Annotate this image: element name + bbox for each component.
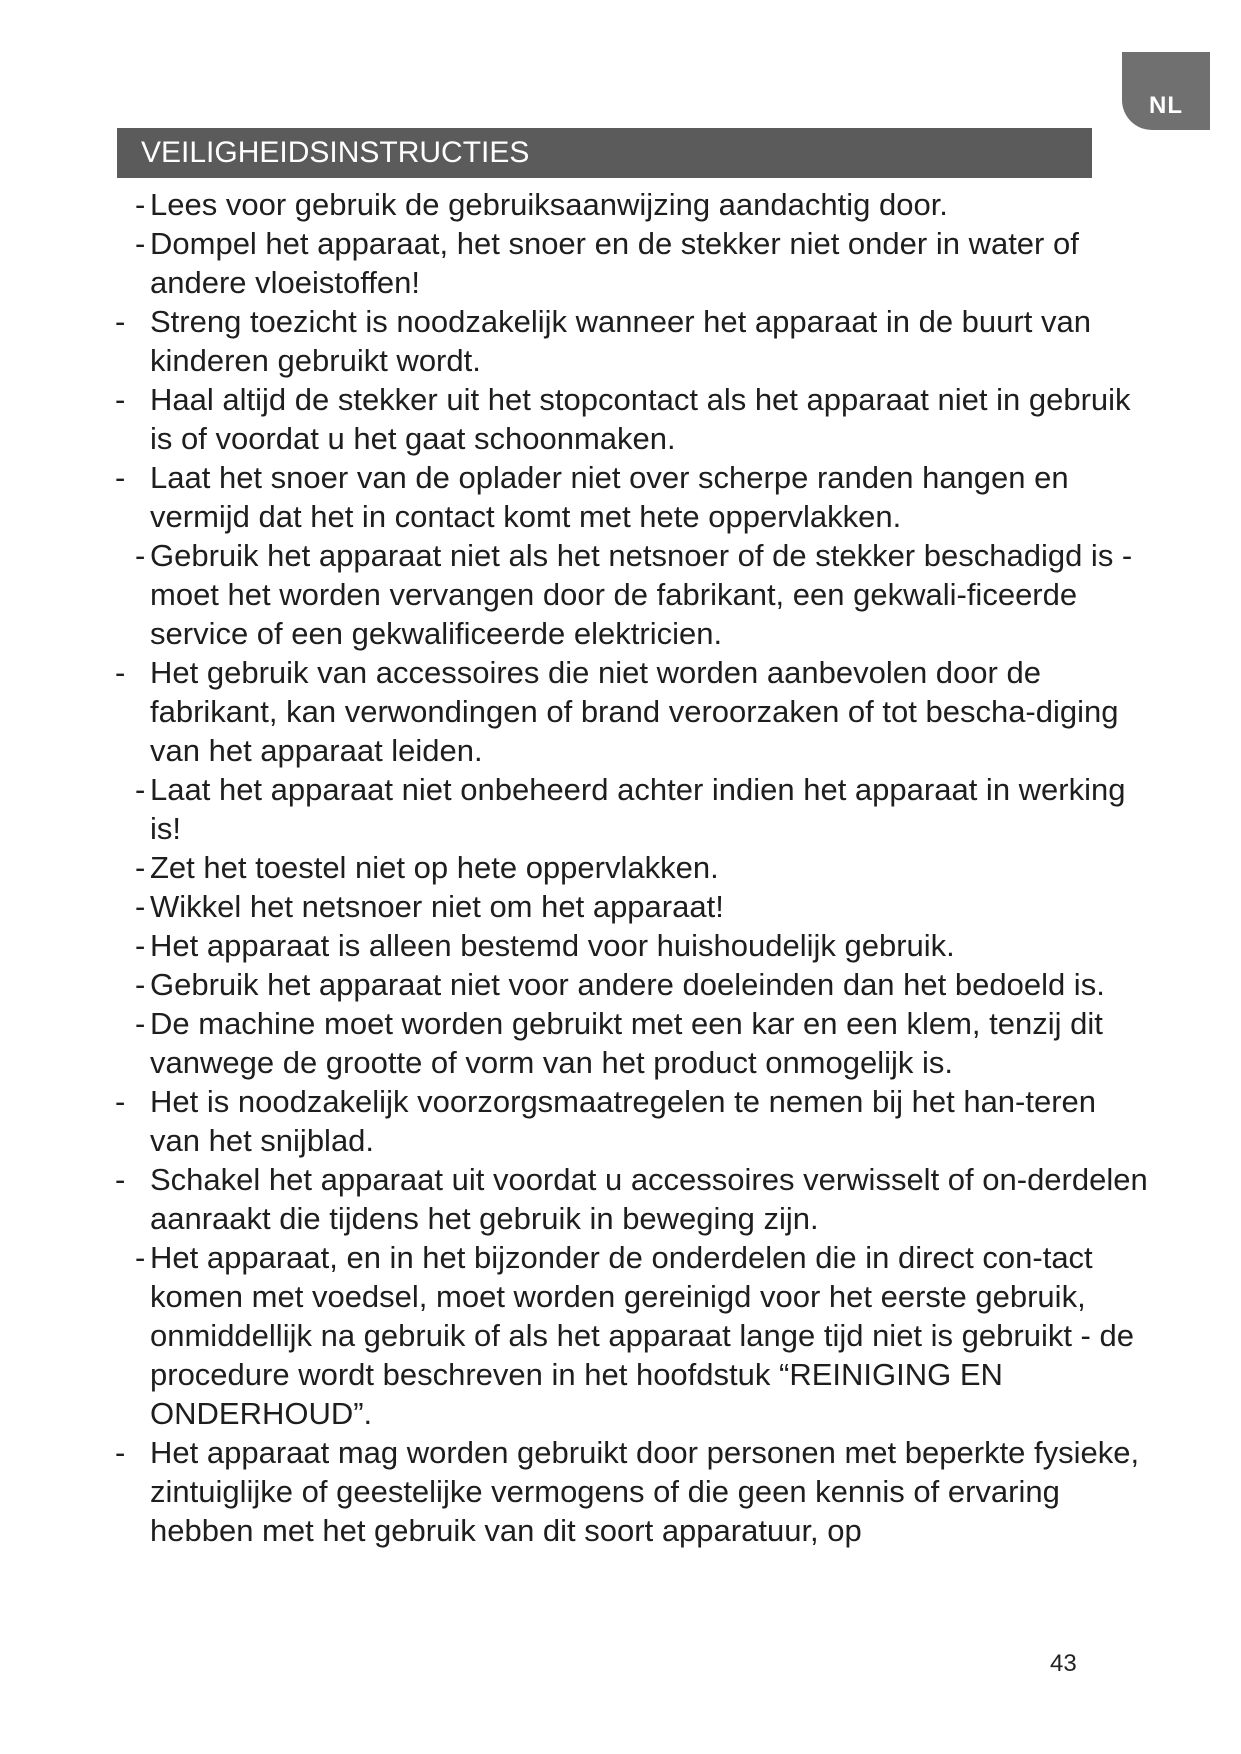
list-item: [0, 887, 1150, 926]
list-item-text: Dompel het apparaat, het snoer en de stekker niet onder in water of andere vloeistoffen!: [150, 226, 1079, 300]
list-dash: -: [115, 655, 126, 690]
list-item: [0, 1238, 1150, 1433]
section-title: [117, 128, 1092, 178]
list-item-text: Het is noodzakelijk voorzorgsmaatregelen te nemen bij het han-teren van het snijblad.: [150, 1084, 1097, 1158]
list-item: [0, 380, 1150, 458]
list-item-text: Haal altijd de stekker uit het stopcontact als het apparaat niet in gebruik is of voordat u het gaat schoonmaken.: [150, 382, 1131, 456]
list-item: [0, 1433, 1150, 1550]
list-dash: -: [135, 226, 146, 261]
list-item-text: Schakel het apparaat uit voordat u accessoires verwisselt of on-derdelen aanraakt die tijdens het gebruik in beweging zijn.: [150, 1162, 1148, 1236]
list-item: [0, 224, 1150, 302]
list-item-text: Laat het apparaat niet onbeheerd achter indien het apparaat in werking is!: [150, 772, 1126, 846]
list-item-text: Laat het snoer van de oplader niet over scherpe randen hangen en vermijd dat het in contact komt met hete oppervlakken.: [150, 460, 1069, 534]
safety-instructions-list: [0, 185, 1241, 1550]
list-item: [0, 1160, 1150, 1238]
list-item-text: Gebruik het apparaat niet voor andere doeleinden dan het bedoeld is.: [150, 967, 1105, 1002]
list-item: [0, 536, 1150, 653]
list-dash: -: [135, 850, 146, 885]
list-dash: -: [115, 1162, 126, 1197]
list-dash: -: [115, 1084, 126, 1119]
list-item-text: Het gebruik van accessoires die niet worden aanbevolen door de fabrikant, kan verwondingen of brand veroorzaken of tot bescha-diging van het apparaat leiden.: [150, 655, 1119, 768]
list-item: [0, 1004, 1150, 1082]
list-dash: -: [135, 772, 146, 807]
list-item: [0, 848, 1150, 887]
section-title-text: VEILIGHEIDSINSTRUCTIES: [141, 136, 530, 169]
list-item: [0, 653, 1150, 770]
list-item: [0, 458, 1150, 536]
list-item: [0, 965, 1150, 1004]
list-item-text: Gebruik het apparaat niet als het netsnoer of de stekker beschadigd is - moet het worden vervangen door de fabrikant, een gekwali-ficeerde service of een gekwalificeerde elektricien.: [150, 538, 1133, 651]
list-item: [0, 926, 1150, 965]
list-dash: -: [135, 967, 146, 1002]
list-dash: -: [115, 460, 126, 495]
list-dash: -: [135, 928, 146, 963]
language-tab-label: NL: [1149, 92, 1183, 119]
list-item: [0, 1082, 1150, 1160]
list-item-text: Het apparaat is alleen bestemd voor huishoudelijk gebruik.: [150, 928, 955, 963]
list-item: [0, 185, 1150, 224]
list-item-text: Lees voor gebruik de gebruiksaanwijzing aandachtig door.: [150, 187, 948, 222]
list-dash: -: [135, 889, 146, 924]
list-item-text: Het apparaat mag worden gebruikt door personen met beperkte fysieke, zintuiglijke of geestelijke vermogens of die geen kennis of ervaring hebben met het gebruik van dit soort apparatuur, op: [150, 1435, 1140, 1548]
list-dash: -: [135, 1006, 146, 1041]
language-tab: [1122, 52, 1210, 130]
list-dash: -: [115, 304, 126, 339]
list-dash: -: [135, 187, 146, 222]
list-item-text: Streng toezicht is noodzakelijk wanneer het apparaat in de buurt van kinderen gebruikt wordt.: [150, 304, 1091, 378]
list-item: [0, 770, 1150, 848]
list-item-text: Wikkel het netsnoer niet om het apparaat!: [150, 889, 724, 924]
list-item-text: De machine moet worden gebruikt met een kar en een klem, tenzij dit vanwege de grootte of vorm van het product onmogelijk is.: [150, 1006, 1103, 1080]
list-dash: -: [135, 1240, 146, 1275]
list-dash: -: [115, 382, 126, 417]
list-dash: -: [115, 1435, 126, 1470]
list-item: [0, 302, 1150, 380]
list-dash: -: [135, 538, 146, 573]
page-number: 43: [1050, 1650, 1077, 1677]
list-item-text: Zet het toestel niet op hete oppervlakken.: [150, 850, 719, 885]
list-item-text: Het apparaat, en in het bijzonder de onderdelen die in direct con-tact komen met voedsel, moet worden gereinigd voor het eerste gebruik, onmiddellijk na gebruik of als het apparaat lange tijd niet is gebruikt - de procedure wordt beschreven in het hoofdstuk “REINIGING EN ONDERHOUD”.: [150, 1240, 1134, 1431]
